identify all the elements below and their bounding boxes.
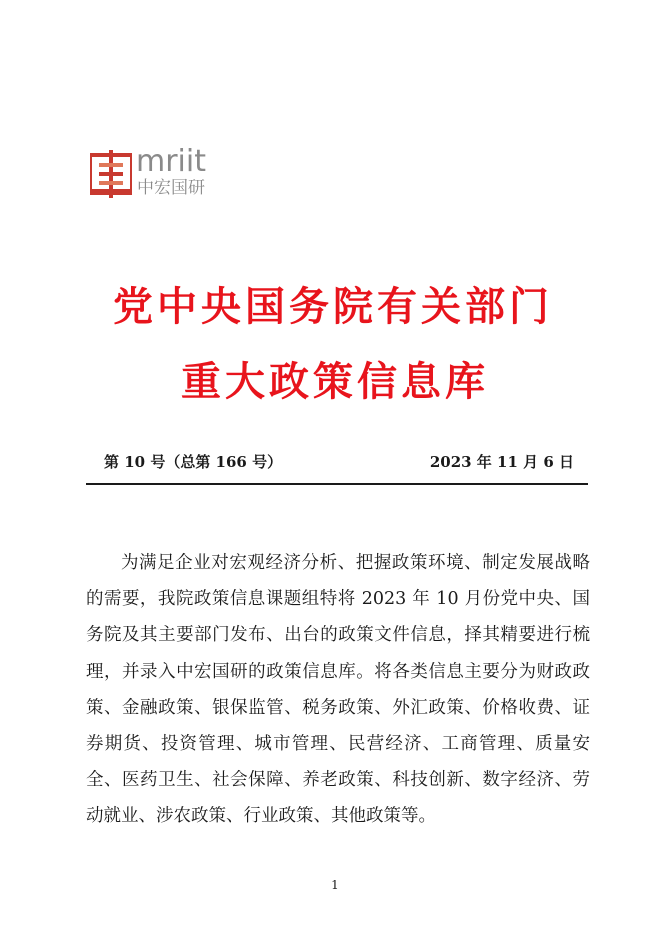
issue-date: 2023 年 11 月 6 日: [429, 453, 574, 471]
document-title-line-2: 重大政策信息库: [181, 359, 489, 405]
logo-brand-en: mriit: [136, 144, 206, 179]
intro-paragraph: 为满足企业对宏观经济分析、把握政策环境、制定发展战略的需要，我院政策信息课题组特将 2023 年 10 月份党中央、国务院及其主要部门发布、出台的政策文件信息，择其精要进行梳理，并录入中宏国研的政策信息库。将各类信息主要分为财政政策、金融政策、银保监管、税务政策、外汇政策、价格收费、证券期货、投资管理、城市管理、民营经济、工商管理、质量安全、医药卫生、社会保障、养老政策、科技创新、数字经济、劳动就业、涉农政策、行业政策、其他政策等。: [86, 553, 590, 827]
mriit-logo-icon: [90, 150, 132, 198]
issue-number: 第 10 号（总第 166 号）: [104, 453, 283, 471]
logo-brand-cn: 中宏国研: [137, 178, 205, 198]
logo: [90, 144, 230, 200]
document-title-line-1: 党中央国务院有关部门: [113, 284, 553, 330]
page-number: 1: [331, 878, 339, 892]
header-divider: [86, 483, 588, 485]
